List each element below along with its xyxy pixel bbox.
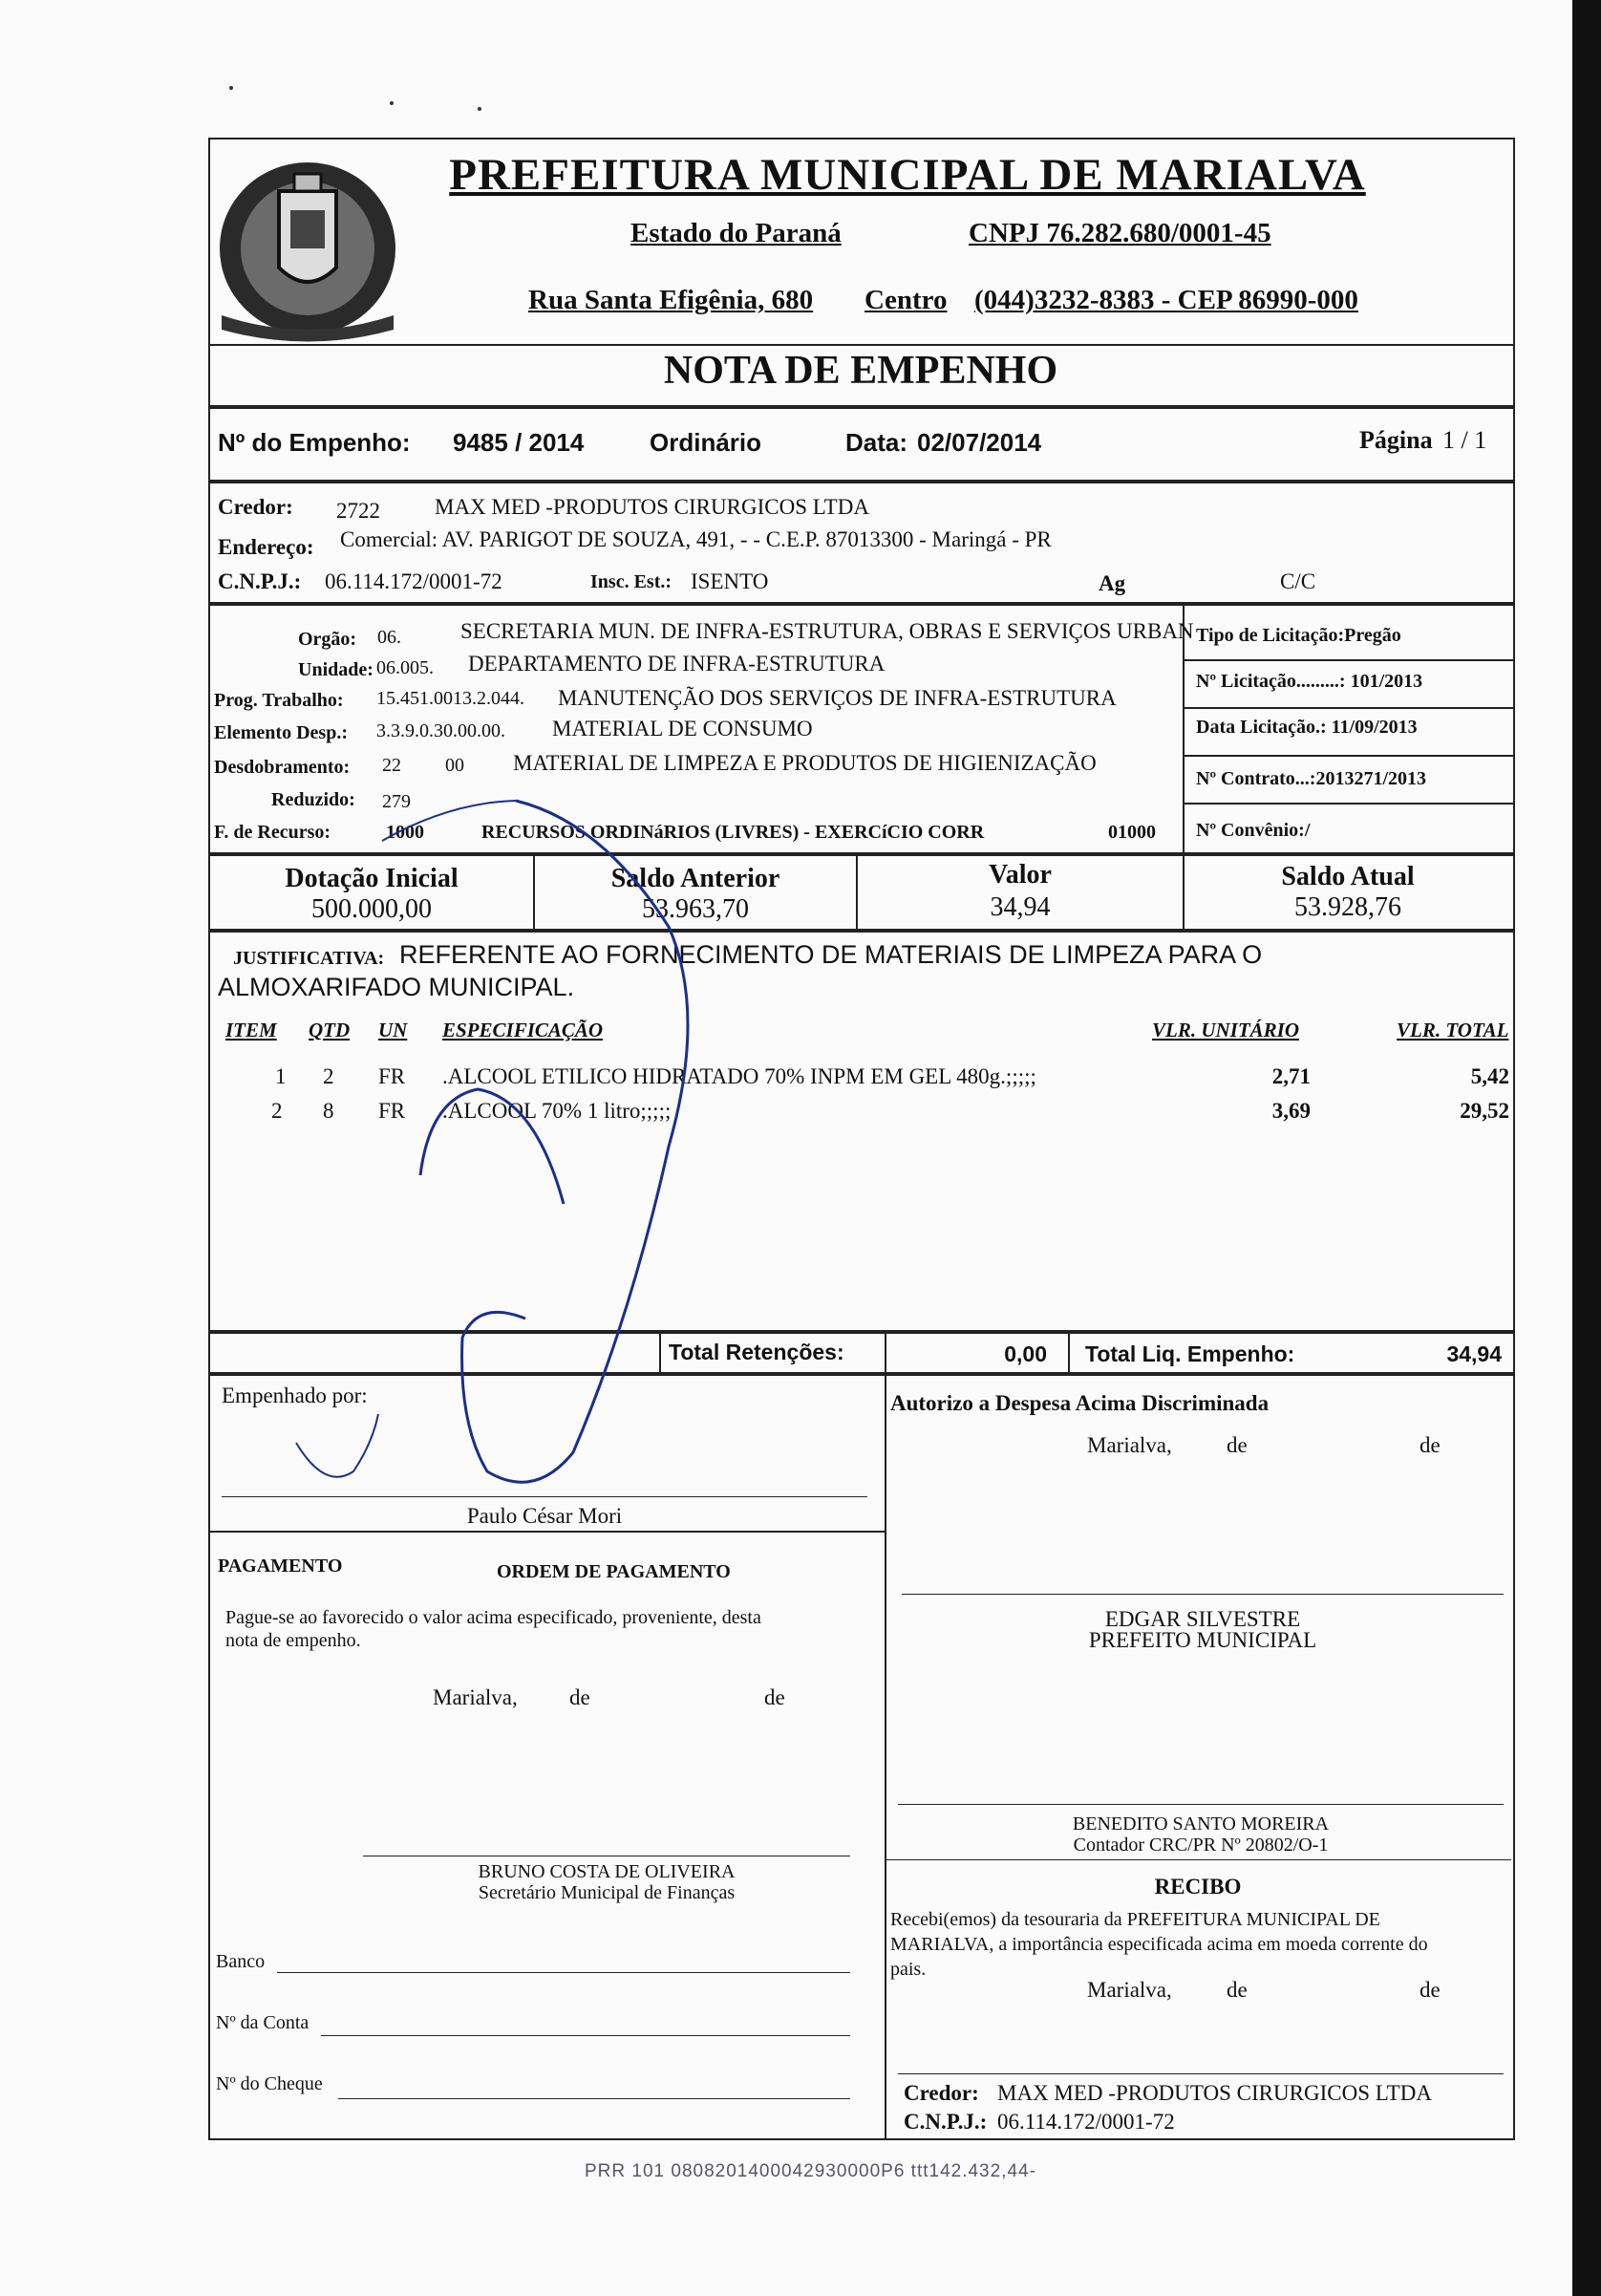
empenho-date: 02/07/2014 bbox=[917, 428, 1042, 457]
district: Centro bbox=[865, 285, 948, 315]
recibo-de2: de bbox=[1420, 1978, 1441, 2002]
total-retencoes-label: Total Retenções: bbox=[669, 1340, 844, 1364]
unidade-label: Unidade: bbox=[298, 659, 374, 680]
creditor-address: Comercial: AV. PARIGOT DE SOUZA, 491, - - C.E.P. 87013300 - Maringá - PR bbox=[340, 527, 1052, 551]
cheque-label: Nº do Cheque bbox=[216, 2073, 323, 2094]
recibo-text1: Recebi(emos) da tesouraria da PREFEITURA MUNICIPAL DE bbox=[890, 1909, 1380, 1930]
secretario-cargo: Secretário Municipal de Finanças bbox=[478, 1882, 736, 1903]
pagamento-text2: nota de empenho. bbox=[225, 1630, 361, 1651]
total-retencoes-value: 0,00 bbox=[1004, 1341, 1047, 1366]
creditor-cnpj: 06.114.172/0001-72 bbox=[325, 569, 502, 593]
empenhado-por-name: Paulo César Mori bbox=[466, 1504, 623, 1528]
item-total: 29,52 bbox=[1460, 1099, 1509, 1123]
tipo-licitacao: Tipo de Licitação:Pregão bbox=[1196, 625, 1401, 646]
prog-label: Prog. Trabalho: bbox=[214, 690, 344, 711]
unidade-code: 06.005. bbox=[376, 657, 434, 678]
recibo-credor: MAX MED -PRODUTOS CIRURGICOS LTDA bbox=[997, 2081, 1432, 2105]
item-un: FR bbox=[378, 1099, 406, 1123]
col-vlr-total: VLR. TOTAL bbox=[1397, 1019, 1509, 1041]
elemento-code: 3.3.9.0.30.00.00. bbox=[376, 720, 505, 741]
pagamento-de2: de bbox=[764, 1685, 785, 1709]
recibo-cnpj-label: C.N.P.J.: bbox=[904, 2110, 988, 2134]
item-qtd: 8 bbox=[323, 1099, 334, 1123]
col-especificacao: ESPECIFICAÇÃO bbox=[442, 1019, 604, 1041]
recibo-cnpj: 06.114.172/0001-72 bbox=[997, 2110, 1175, 2134]
cnpj-header: CNPJ 76.282.680/0001-45 bbox=[969, 218, 1271, 248]
item-un: FR bbox=[378, 1064, 406, 1088]
recibo-title: RECIBO bbox=[1154, 1875, 1242, 1899]
orgao-name: SECRETARIA MUN. DE INFRA-ESTRUTURA, OBRAS E SERVIÇOS URBAN bbox=[460, 619, 1194, 643]
item-total: 5,42 bbox=[1470, 1064, 1509, 1088]
reduzido-label: Reduzido: bbox=[271, 789, 355, 810]
desdobramento-name: MATERIAL DE LIMPEZA E PRODUTOS DE HIGIENIZAÇÃO bbox=[513, 751, 1097, 775]
agency-label: Ag bbox=[1099, 571, 1126, 595]
justificativa-label: JUSTIFICATIVA: bbox=[233, 948, 385, 969]
street-address: Rua Santa Efigênia, 680 bbox=[528, 285, 814, 315]
pagamento-label: PAGAMENTO bbox=[218, 1556, 343, 1577]
contador-nome: BENEDITO SANTO MOREIRA bbox=[1072, 1813, 1330, 1835]
data-licitacao: Data Licitação.: 11/09/2013 bbox=[1196, 717, 1418, 738]
total-liquido-label: Total Liq. Empenho: bbox=[1085, 1341, 1295, 1366]
pagamento-text1: Pague-se ao favorecido o valor acima especificado, proveniente, desta bbox=[225, 1607, 761, 1628]
total-liquido-value: 34,94 bbox=[1446, 1341, 1502, 1366]
col-item: ITEM bbox=[225, 1019, 277, 1041]
unidade-name: DEPARTAMENTO DE INFRA-ESTRUTURA bbox=[468, 652, 886, 676]
ordem-pagamento-title: ORDEM DE PAGAMENTO bbox=[497, 1561, 731, 1582]
creditor-label: Credor: bbox=[218, 495, 293, 519]
document-title: NOTA DE EMPENHO bbox=[663, 349, 1058, 393]
item-espec: .ALCOOL ETILICO HIDRATADO 70% INPM EM GEL 480g.;;;;; bbox=[442, 1064, 1036, 1088]
reduzido-value: 279 bbox=[382, 791, 411, 812]
recurso-label: F. de Recurso: bbox=[214, 822, 331, 843]
conta-label: Nº da Conta bbox=[216, 2012, 310, 2033]
banco-label: Banco bbox=[216, 1951, 266, 1972]
desdobramento-a: 22 bbox=[382, 755, 401, 776]
item-number: 1 bbox=[275, 1064, 287, 1088]
justificativa-line2: ALMOXARIFADO MUNICIPAL. bbox=[218, 973, 575, 1001]
page-label: Página bbox=[1359, 426, 1433, 454]
recibo-city: Marialva, bbox=[1087, 1978, 1172, 2002]
prog-name: MANUTENÇÃO DOS SERVIÇOS DE INFRA-ESTRUTURA bbox=[558, 686, 1117, 710]
account-label: C/C bbox=[1280, 569, 1316, 593]
valor-label: Valor bbox=[989, 860, 1052, 890]
municipality-title: PREFEITURA MUNICIPAL DE MARIALVA bbox=[449, 150, 1366, 200]
insc-label: Insc. Est.: bbox=[590, 571, 672, 592]
recurso-number: 01000 bbox=[1108, 822, 1156, 843]
state-name: Estado do Paraná bbox=[630, 218, 842, 248]
desdobramento-b: 00 bbox=[445, 755, 464, 776]
prog-code: 15.451.0013.2.044. bbox=[376, 688, 524, 709]
autorizo-text: Autorizo a Despesa Acima Discriminada bbox=[890, 1391, 1270, 1415]
col-vlr-unitario: VLR. UNITÁRIO bbox=[1152, 1019, 1300, 1041]
empenho-type: Ordinário bbox=[650, 428, 762, 457]
empenhado-por-label: Empenhado por: bbox=[222, 1384, 368, 1407]
elemento-name: MATERIAL DE CONSUMO bbox=[552, 717, 813, 740]
item-unit-price: 2,71 bbox=[1271, 1064, 1311, 1088]
insc-value: ISENTO bbox=[691, 569, 769, 593]
recibo-de1: de bbox=[1227, 1978, 1248, 2002]
recibo-text3: pais. bbox=[890, 1959, 927, 1980]
col-qtd: QTD bbox=[309, 1019, 351, 1041]
saldo-anterior-label: Saldo Anterior bbox=[610, 864, 780, 893]
prefeito-nome: EDGAR SILVESTRE bbox=[1104, 1607, 1301, 1631]
creditor-cnpj-label: C.N.P.J.: bbox=[218, 569, 302, 593]
dotacao-inicial-label: Dotação Inicial bbox=[285, 864, 459, 893]
orgao-code: 06. bbox=[377, 627, 401, 648]
numero-licitacao: Nº Licitação.........: 101/2013 bbox=[1196, 671, 1423, 692]
footer-auth-code: PRR 101 0808201400042930000P6 ttt142.432,44- bbox=[585, 2161, 1036, 2181]
empenho-date-label: Data: bbox=[845, 428, 908, 457]
recibo-credor-label: Credor: bbox=[904, 2081, 979, 2105]
empenho-label: Nº do Empenho: bbox=[218, 428, 411, 457]
recurso-code: 1000 bbox=[386, 822, 424, 843]
valor-value: 34,94 bbox=[990, 892, 1051, 922]
justificativa-line1: REFERENTE AO FORNECIMENTO DE MATERIAIS DE LIMPEZA PARA O bbox=[399, 940, 1263, 969]
contador-cargo: Contador CRC/PR Nº 20802/O-1 bbox=[1073, 1835, 1329, 1856]
secretario-nome: BRUNO COSTA DE OLIVEIRA bbox=[478, 1861, 736, 1882]
col-un: UN bbox=[378, 1019, 408, 1041]
dotacao-inicial-value: 500.000,00 bbox=[311, 894, 432, 924]
pagamento-city: Marialva, bbox=[433, 1685, 518, 1709]
saldo-atual-value: 53.928,76 bbox=[1294, 892, 1401, 922]
saldo-anterior-value: 53.963,70 bbox=[642, 894, 749, 924]
phone-cep: (044)3232-8383 - CEP 86990-000 bbox=[974, 285, 1358, 315]
desdobramento-label: Desdobramento: bbox=[214, 757, 351, 778]
item-unit-price: 3,69 bbox=[1271, 1099, 1311, 1123]
page-number: 1 / 1 bbox=[1442, 426, 1487, 454]
saldo-atual-label: Saldo Atual bbox=[1281, 862, 1415, 891]
creditor-code: 2722 bbox=[336, 499, 380, 523]
autorizo-de1: de bbox=[1227, 1433, 1248, 1457]
autorizo-de2: de bbox=[1420, 1433, 1441, 1457]
pagamento-de1: de bbox=[569, 1685, 590, 1709]
creditor-name: MAX MED -PRODUTOS CIRURGICOS LTDA bbox=[435, 495, 869, 519]
address-label: Endereço: bbox=[218, 535, 314, 559]
item-number: 2 bbox=[271, 1099, 283, 1123]
autorizo-city: Marialva, bbox=[1087, 1433, 1172, 1457]
numero-convenio: Nº Convênio:/ bbox=[1196, 820, 1311, 841]
item-qtd: 2 bbox=[323, 1064, 334, 1088]
item-espec: .ALCOOL 70% 1 litro;;;;; bbox=[442, 1099, 672, 1123]
recurso-name: RECURSOS ORDINáRIOS (LIVRES) - EXERCíCIO CORR bbox=[481, 822, 985, 843]
recibo-text2: MARIALVA, a importância especificada acima em moeda corrente do bbox=[890, 1934, 1428, 1955]
empenho-number: 9485 / 2014 bbox=[453, 428, 585, 457]
prefeito-cargo: PREFEITO MUNICIPAL bbox=[1088, 1628, 1317, 1652]
elemento-label: Elemento Desp.: bbox=[214, 722, 348, 743]
orgao-label: Orgão: bbox=[298, 629, 357, 650]
numero-contrato: Nº Contrato...:2013271/2013 bbox=[1196, 768, 1427, 789]
